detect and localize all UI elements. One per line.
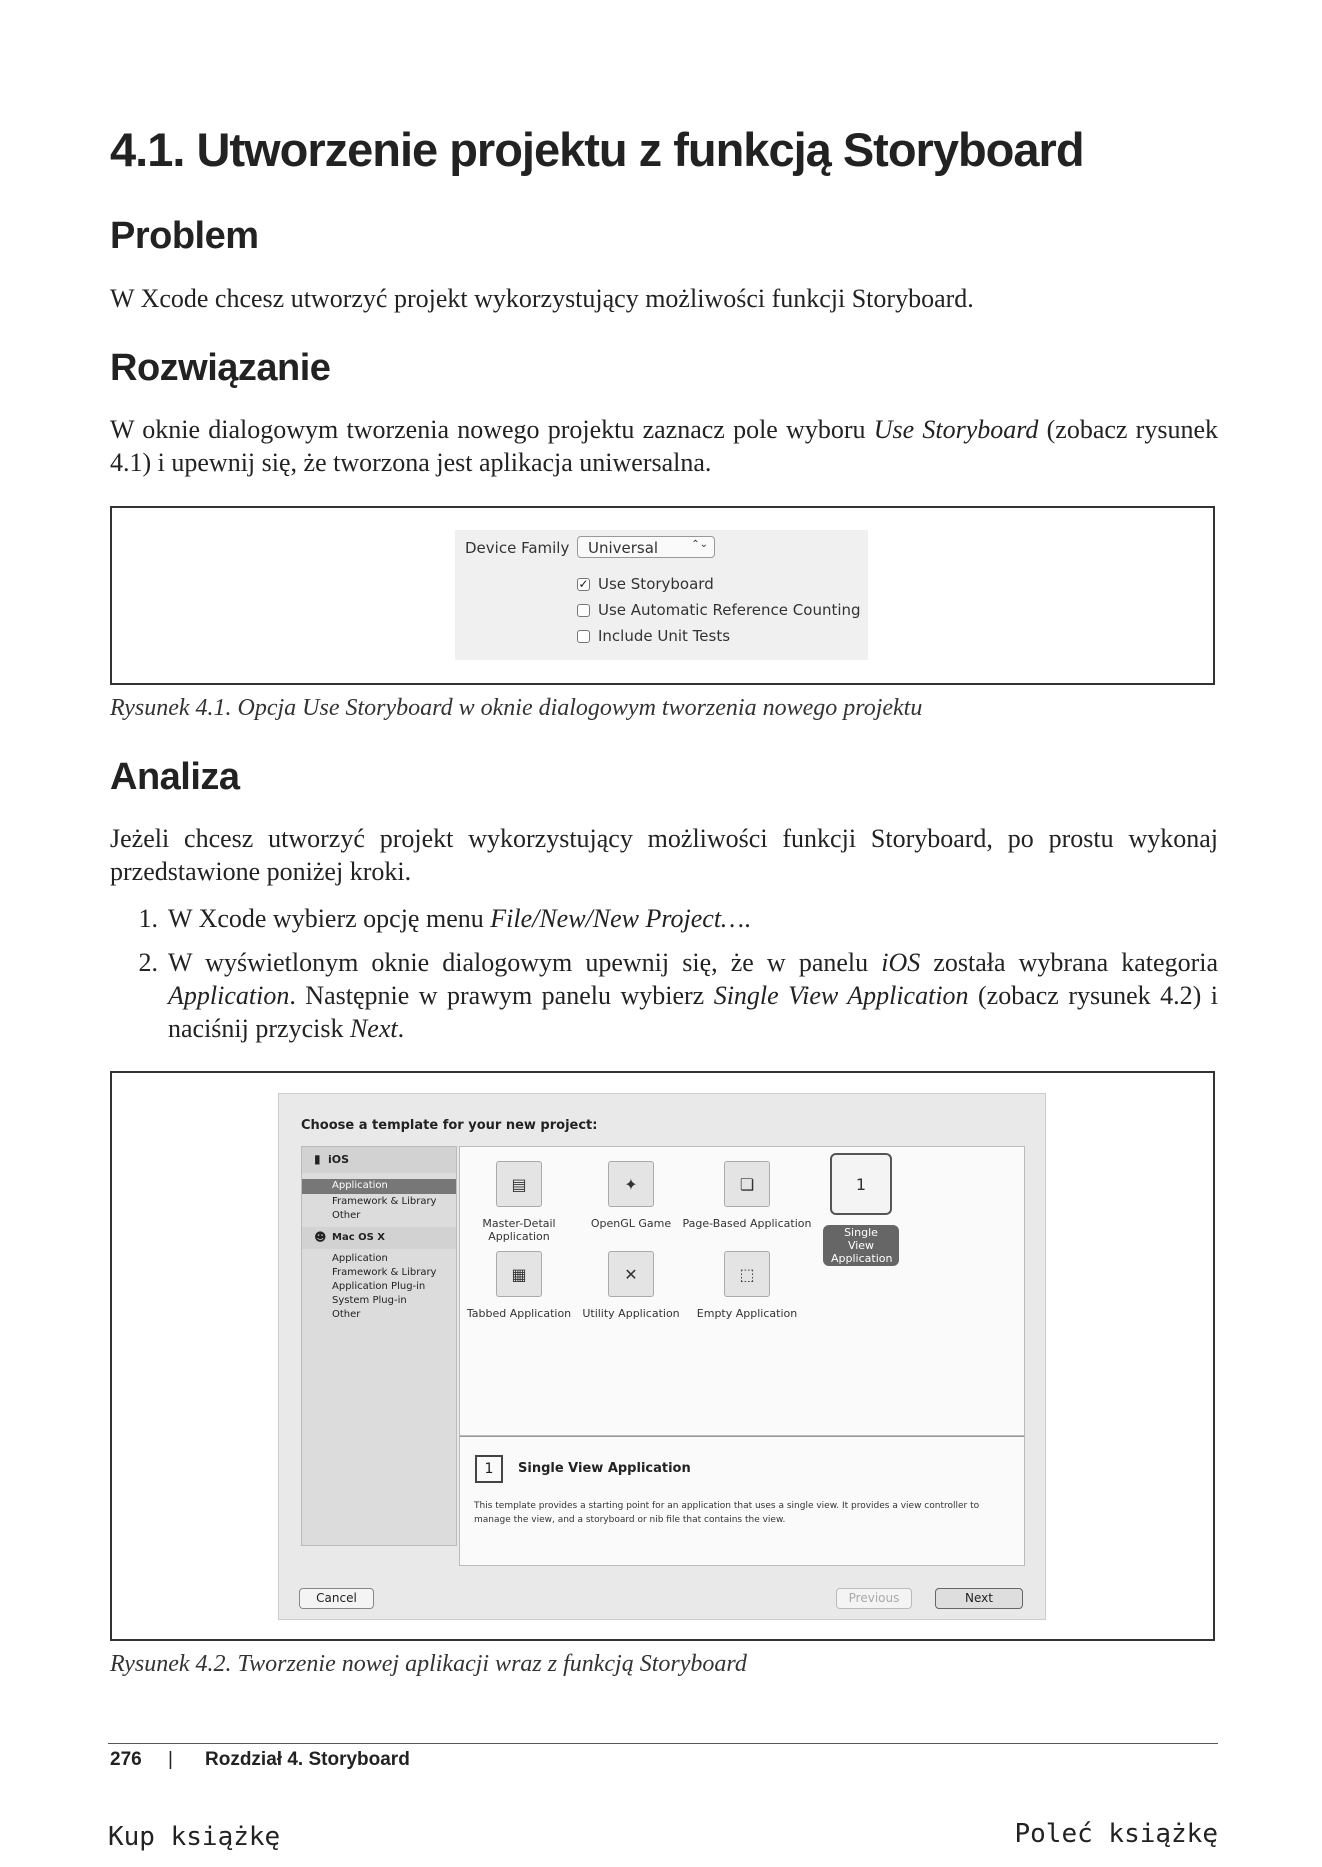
device-family-popup[interactable] bbox=[577, 536, 715, 558]
step-emphasis: Application bbox=[168, 981, 290, 1010]
sidebar-item-ios-other[interactable]: Other bbox=[332, 1210, 361, 1221]
problem-text: W Xcode chcesz utworzyć projekt wykorzystujący możliwości funkcji Storyboard. bbox=[110, 284, 974, 313]
sidebar-item-mac-app-plugin[interactable]: Application Plug-in bbox=[332, 1281, 426, 1292]
page-based-icon: ❏ bbox=[724, 1161, 770, 1207]
template-single-view[interactable] bbox=[796, 1153, 926, 1267]
sidebar-item-mac-application[interactable]: Application bbox=[332, 1253, 388, 1264]
sidebar-item-ios-framework[interactable]: Framework & Library bbox=[332, 1196, 437, 1207]
template-label: Empty Application bbox=[696, 1307, 798, 1320]
sidebar-group-label: Mac OS X bbox=[332, 1232, 386, 1243]
device-family-label: Device Family bbox=[465, 539, 570, 557]
template-tabbed[interactable] bbox=[454, 1251, 584, 1320]
solution-text-em: Use Storyboard bbox=[873, 415, 1039, 444]
tabbed-icon: ▦ bbox=[496, 1251, 542, 1297]
step-number: 1. bbox=[138, 904, 158, 933]
step-text: W wyświetlonym oknie dialogowym upewnij się, że w panelu bbox=[168, 948, 882, 977]
step-text: została wybrana kategoria bbox=[920, 948, 1218, 977]
figure-1-dialog bbox=[455, 530, 868, 660]
figure-2-caption: Rysunek 4.2. Tworzenie nowej aplikacji wraz z funkcją Storyboard bbox=[110, 1651, 747, 1677]
detail-title: Single View Application bbox=[518, 1461, 691, 1476]
cancel-button[interactable]: Cancel bbox=[299, 1588, 374, 1609]
page-title: 4.1. Utworzenie projektu z funkcją Storyboard bbox=[110, 123, 1084, 176]
sidebar-item-ios-application[interactable] bbox=[302, 1179, 456, 1194]
step-number: 2. bbox=[138, 948, 158, 977]
checkbox-label: Include Unit Tests bbox=[598, 627, 731, 645]
template-grid bbox=[459, 1146, 1025, 1436]
sidebar-item-mac-system-plugin[interactable]: System Plug-in bbox=[332, 1295, 407, 1306]
template-empty[interactable] bbox=[682, 1251, 812, 1320]
step-text-block bbox=[158, 946, 1218, 1045]
checkbox-label: Use Storyboard bbox=[598, 575, 714, 593]
page-number: 276 bbox=[110, 1749, 142, 1770]
detail-icon: 1 bbox=[475, 1455, 503, 1483]
template-label: Page-Based Application bbox=[682, 1217, 812, 1230]
checkbox-unchecked-icon bbox=[577, 630, 590, 643]
sidebar-item-mac-framework[interactable]: Framework & Library bbox=[332, 1267, 437, 1278]
template-label: Master-Detail Application bbox=[482, 1217, 556, 1243]
step-text: (zobacz rysunek 4.2) i naciśnij przycisk bbox=[168, 981, 1218, 1043]
chapter-title: Rozdział 4. Storyboard bbox=[205, 1749, 410, 1770]
solution-heading: Rozwiązanie bbox=[110, 347, 331, 389]
solution-text bbox=[110, 413, 1218, 479]
step-text: . bbox=[744, 904, 751, 933]
solution-text-b: (zobacz rysunek 4.1) i upewnij się, że tworzona jest aplikacja uniwersalna. bbox=[110, 415, 1218, 477]
analysis-intro: Jeżeli chcesz utworzyć projekt wykorzystujący możliwości funkcji Storyboard, po prostu wykonaj przedstawione poniżej kroki. bbox=[110, 824, 1218, 886]
template-chooser-window bbox=[278, 1093, 1046, 1620]
footer-separator: | bbox=[168, 1749, 173, 1770]
step-text: . Następnie w prawym panelu wybierz bbox=[289, 981, 714, 1010]
template-utility[interactable] bbox=[566, 1251, 696, 1320]
analysis-heading: Analiza bbox=[110, 756, 240, 798]
device-family-value: Universal bbox=[588, 539, 659, 557]
template-label: Single View Application bbox=[823, 1225, 899, 1266]
recommend-book-link[interactable]: Poleć książkę bbox=[1014, 1819, 1218, 1849]
detail-description: This template provides a starting point for an application that uses a single view. It provides a view controller to manage the view, and a storyboard or nib file that contains the view. bbox=[474, 1501, 980, 1525]
step-1 bbox=[110, 902, 1218, 935]
opengl-game-icon: ✦ bbox=[608, 1161, 654, 1207]
template-label: Tabbed Application bbox=[466, 1307, 572, 1320]
sidebar-group-label: iOS bbox=[328, 1153, 350, 1166]
sidebar-item-label: Application bbox=[332, 1180, 388, 1191]
sidebar-group-ios bbox=[302, 1147, 456, 1173]
step-emphasis: Next bbox=[349, 1014, 398, 1043]
template-page-based[interactable] bbox=[682, 1161, 812, 1230]
step-text: . bbox=[397, 1014, 405, 1043]
solution-text-a: W oknie dialogowym tworzenia nowego projektu zaznacz pole wyboru bbox=[110, 415, 874, 444]
template-master-detail[interactable] bbox=[454, 1161, 584, 1243]
sidebar-group-macos bbox=[302, 1227, 456, 1249]
template-detail-pane bbox=[459, 1436, 1025, 1566]
checkbox-unchecked-icon bbox=[577, 604, 590, 617]
figure-1-caption: Rysunek 4.1. Opcja Use Storyboard w oknie dialogowym tworzenia nowego projektu bbox=[110, 695, 923, 721]
master-detail-icon: ▤ bbox=[496, 1161, 542, 1207]
checkbox-checked-icon: ✓ bbox=[578, 577, 589, 591]
template-label: Utility Application bbox=[582, 1307, 680, 1320]
step-2 bbox=[110, 946, 1218, 1045]
template-opengl-game[interactable] bbox=[566, 1161, 696, 1230]
previous-button[interactable]: Previous bbox=[836, 1588, 912, 1609]
empty-icon: ⬚ bbox=[724, 1251, 770, 1297]
step-emphasis: iOS bbox=[881, 948, 921, 977]
problem-heading: Problem bbox=[110, 215, 259, 257]
utility-icon: ✕ bbox=[608, 1251, 654, 1297]
single-view-icon: 1 bbox=[830, 1153, 892, 1215]
checkbox-label: Use Automatic Reference Counting bbox=[598, 601, 861, 619]
popup-arrows-icon: ⌃⌄ bbox=[691, 539, 708, 550]
template-label: OpenGL Game bbox=[590, 1217, 672, 1230]
step-emphasis: File/New/New Project… bbox=[490, 904, 745, 933]
chooser-header: Choose a template for your new project: bbox=[301, 1118, 598, 1133]
step-emphasis: Single View Application bbox=[713, 981, 969, 1010]
footer-rule bbox=[108, 1743, 1218, 1744]
step-text: W Xcode wybierz opcję menu bbox=[168, 904, 491, 933]
sidebar-item-mac-other[interactable]: Other bbox=[332, 1309, 361, 1320]
next-button[interactable]: Next bbox=[935, 1588, 1023, 1609]
device-icon: ▮ bbox=[314, 1152, 321, 1166]
buy-book-link[interactable]: Kup książkę bbox=[108, 1822, 281, 1852]
finder-icon: ☻ bbox=[314, 1230, 327, 1244]
template-sidebar bbox=[301, 1146, 457, 1546]
